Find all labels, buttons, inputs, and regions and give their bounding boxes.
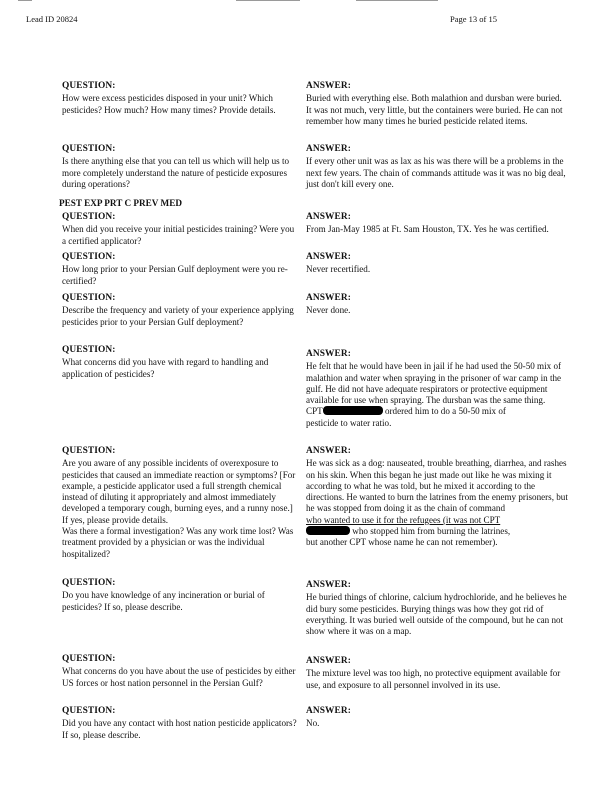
question-text: When did you receive your initial pesticides training? Were you a certified applicator?	[62, 224, 295, 246]
answer-block-4	[306, 252, 568, 276]
answer-block-7	[306, 446, 568, 549]
answer-text: He felt that he would have been in jail if he had used the 50-50 mix of malathion and water when spraying in the prisoner of war camp in the gulf. He did not have adequate respirators or protective equipment available for use when spraying. The dursban was the same thing.	[306, 361, 562, 406]
answer-label: ANSWER:	[306, 446, 351, 456]
question-block-3	[62, 212, 300, 247]
question-block-10	[62, 706, 300, 741]
page-number: Page 13 of 15	[450, 14, 497, 24]
answer-text-underlined: who wanted to use it for the refugees (it was not CPT	[306, 514, 501, 525]
redaction-bar	[323, 406, 383, 415]
answer-block-2	[306, 144, 568, 190]
section-title: PEST EXP PRT C PREV MED	[59, 198, 182, 208]
answer-text: He was sick as a dog: nauseated, trouble breathing, diarrhea, and rashes on his skin. When this began he just made out like he was mixing it according to what he was told, but he mixed it according to the directions. He wanted to burn the latrines from the enemy prisoners, but he was stopped from doing it as the chain of command	[306, 458, 568, 514]
answer-text: Buried with everything else. Both malathion and dursban were buried. It was not much, very little, but the containers were buried. He can not remember how many times he buried pesticide related items.	[306, 93, 563, 126]
answer-text-cont: ordered him to do a 50-50 mix of	[382, 406, 506, 417]
scan-mark	[18, 0, 32, 1]
answer-label: ANSWER:	[306, 706, 351, 716]
answer-text: Never recertified.	[306, 264, 371, 275]
question-label: QUESTION:	[62, 144, 116, 154]
answer-block-3	[306, 212, 568, 236]
question-block-2	[62, 144, 300, 190]
question-block-7	[62, 446, 300, 560]
answer-cpt: CPT	[306, 406, 323, 417]
question-text: What concerns did you have with regard to handling and application of pesticides?	[62, 357, 269, 379]
question-block-5	[62, 293, 300, 328]
question-label: QUESTION:	[62, 345, 116, 355]
question-label: QUESTION:	[62, 252, 116, 262]
scan-mark	[356, 0, 438, 1]
question-text: Is there anything else that you can tell us which will help us to more completely understand the nature of pesticide exposures during operations?	[62, 156, 290, 189]
answer-text: Never done.	[306, 305, 351, 316]
question-followup: Was there a formal investigation? Was any work time lost? Was treatment provided by a physician or was the individual hospitalized?	[62, 526, 294, 559]
redaction-bar	[306, 526, 350, 535]
answer-text: No.	[306, 718, 320, 729]
answer-text-end: pesticide to water ratio.	[306, 417, 392, 428]
answer-block-6	[306, 349, 568, 429]
question-text: Describe the frequency and variety of your experience applying pesticides prior to your Persian Gulf deployment?	[62, 305, 294, 327]
answer-text: The mixture level was too high, no protective equipment available for use, and exposure to all personnel involved in its use.	[306, 668, 561, 690]
question-text: Did you have any contact with host nation pesticide applicators? If so, please describe.	[62, 718, 297, 740]
answer-text: From Jan-May 1985 at Ft. Sam Houston, TX. Yes he was certified.	[306, 224, 549, 235]
answer-label: ANSWER:	[306, 293, 351, 303]
question-text: Do you have knowledge of any incineration or burial of pesticides? If so, please describe.	[62, 590, 265, 612]
answer-block-1	[306, 81, 568, 127]
answer-label: ANSWER:	[306, 144, 351, 154]
answer-label: ANSWER:	[306, 81, 351, 91]
question-label: QUESTION:	[62, 706, 116, 716]
question-block-6	[62, 345, 300, 380]
answer-label: ANSWER:	[306, 656, 351, 666]
question-block-8	[62, 578, 300, 613]
lead-id: Lead ID 20824	[26, 14, 78, 24]
question-label: QUESTION:	[62, 293, 116, 303]
answer-block-8	[306, 580, 568, 637]
question-label: QUESTION:	[62, 578, 116, 588]
question-block-9	[62, 654, 300, 689]
answer-label: ANSWER:	[306, 212, 351, 222]
answer-block-9	[306, 656, 568, 691]
answer-text-end: but another CPT whose name he can not remember).	[306, 537, 498, 548]
answer-label: ANSWER:	[306, 252, 351, 262]
question-label: QUESTION:	[62, 212, 116, 222]
question-block-1	[62, 81, 300, 116]
answer-text-cont: who stopped him from burning the latrines,	[350, 526, 511, 537]
question-text: How long prior to your Persian Gulf deployment were you re-certified?	[62, 264, 288, 286]
question-label: QUESTION:	[62, 446, 116, 456]
question-block-4	[62, 252, 300, 287]
answer-label: ANSWER:	[306, 580, 351, 590]
question-text: What concerns do you have about the use of pesticides by either US forces or host nation personnel in the Persian Gulf?	[62, 666, 296, 688]
question-text: Are you aware of any possible incidents of overexposure to pesticides that caused an immediate reaction or symptoms? [For example, a pesticide applicator used a full strength chemical instead of diluting it appropriately and almost immediately developed a temporary cough, burning eyes, and a runny nose.] If yes, please provide details.	[62, 458, 296, 525]
question-text: How were excess pesticides disposed in your unit? Which pesticides? How much? How many times? Provide details.	[62, 93, 276, 115]
answer-text: If every other unit was as lax as his was there will be a problems in the next few years. The chain of commands attitude was it was no big deal, just don't kill every one.	[306, 156, 566, 189]
question-label: QUESTION:	[62, 81, 116, 91]
question-label: QUESTION:	[62, 654, 116, 664]
answer-block-5	[306, 293, 568, 317]
answer-label: ANSWER:	[306, 349, 351, 359]
scan-mark	[236, 0, 300, 1]
answer-block-10	[306, 706, 568, 730]
answer-text: He buried things of chlorine, calcium hydrochloride, and he believes he did bury some pesticides. Burying things was how they got rid of everything. It was buried well outside of the compound, but he can not show where it was on a map.	[306, 592, 567, 637]
